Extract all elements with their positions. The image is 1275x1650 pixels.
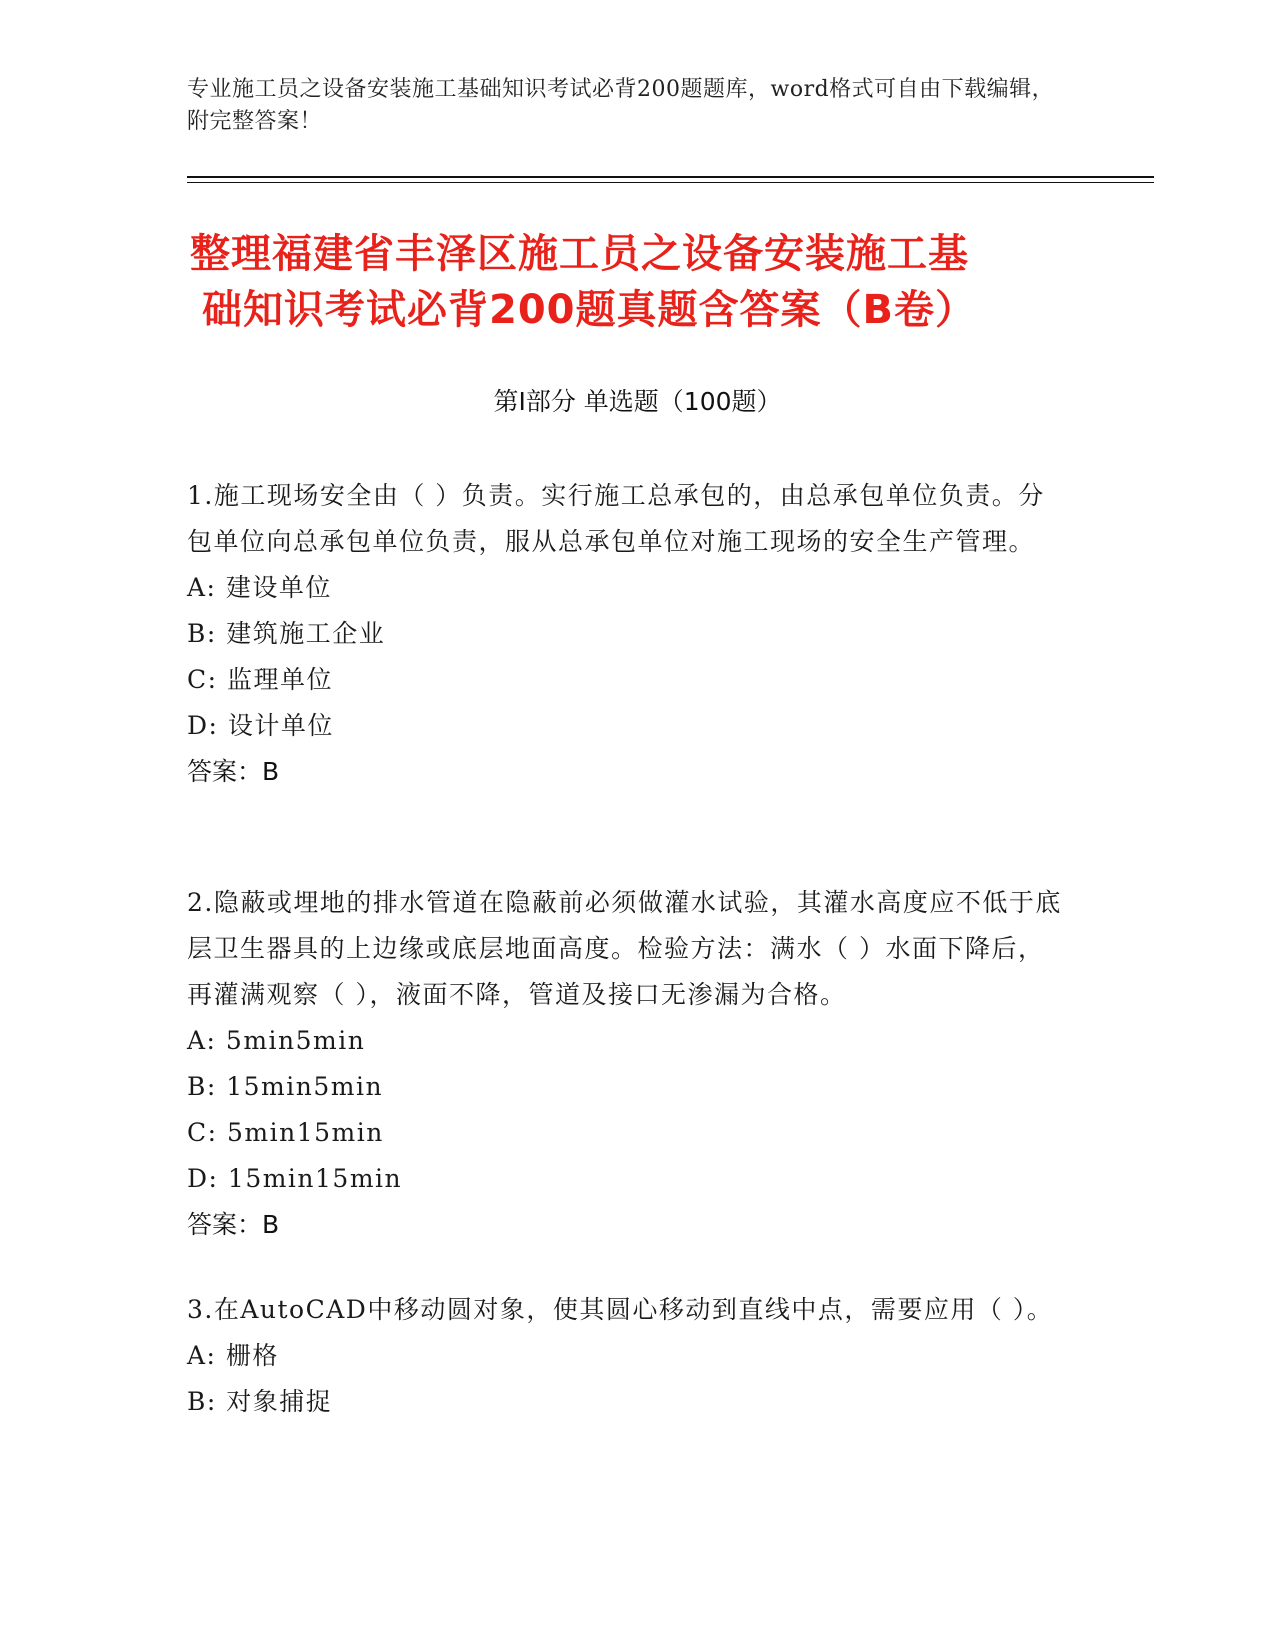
option-a: A: 5min5min — [187, 1026, 366, 1055]
header-rule-thick — [187, 176, 1154, 178]
header-note: 专业施工员之设备安装施工基础知识考试必背200题题库，word格式可自由下载编辑，附完整答案！ — [187, 77, 1055, 134]
option-b: B: 15min5min — [187, 1072, 384, 1101]
option-a: A: 建设单位 — [187, 573, 332, 602]
header-rule-thin — [187, 182, 1154, 183]
section-heading: 第Ⅰ部分 单选题（100题） — [493, 387, 782, 416]
option-c: C: 监理单位 — [187, 665, 333, 694]
question-3 — [187, 1287, 1067, 1425]
question-stem: 2.隐蔽或埋地的排水管道在隐蔽前必须做灌水试验，其灌水高度应不低于底层卫生器具的上边缘或底层地面高度。检验方法：满水（ ）水面下降后，再灌满观察（ ），液面不降，管道及接口无渗漏为合格。 — [187, 888, 1062, 1009]
option-a: A: 栅格 — [187, 1341, 279, 1370]
question-stem: 1.施工现场安全由（ ）负责。实行施工总承包的，由总承包单位负责。分包单位向总承包单位负责，服从总承包单位对施工现场的安全生产管理。 — [187, 481, 1045, 556]
question-1 — [187, 473, 1067, 795]
document-title — [190, 226, 1090, 338]
option-d: D: 设计单位 — [187, 711, 334, 740]
option-b: B: 建筑施工企业 — [187, 619, 386, 648]
answer: 答案：B — [187, 1210, 280, 1239]
document-title-line-2: 础知识考试必背200题真题含答案（B卷） — [202, 287, 976, 333]
option-d: D: 15min15min — [187, 1164, 403, 1193]
option-b: B: 对象捕捉 — [187, 1387, 333, 1416]
question-stem: 3.在AutoCAD中移动圆对象，使其圆心移动到直线中点，需要应用（ ）。 — [187, 1295, 1054, 1324]
question-2 — [187, 880, 1067, 1248]
answer: 答案：B — [187, 757, 280, 786]
option-c: C: 5min15min — [187, 1118, 384, 1147]
document-title-line-1: 整理福建省丰泽区施工员之设备安装施工基 — [190, 231, 969, 277]
